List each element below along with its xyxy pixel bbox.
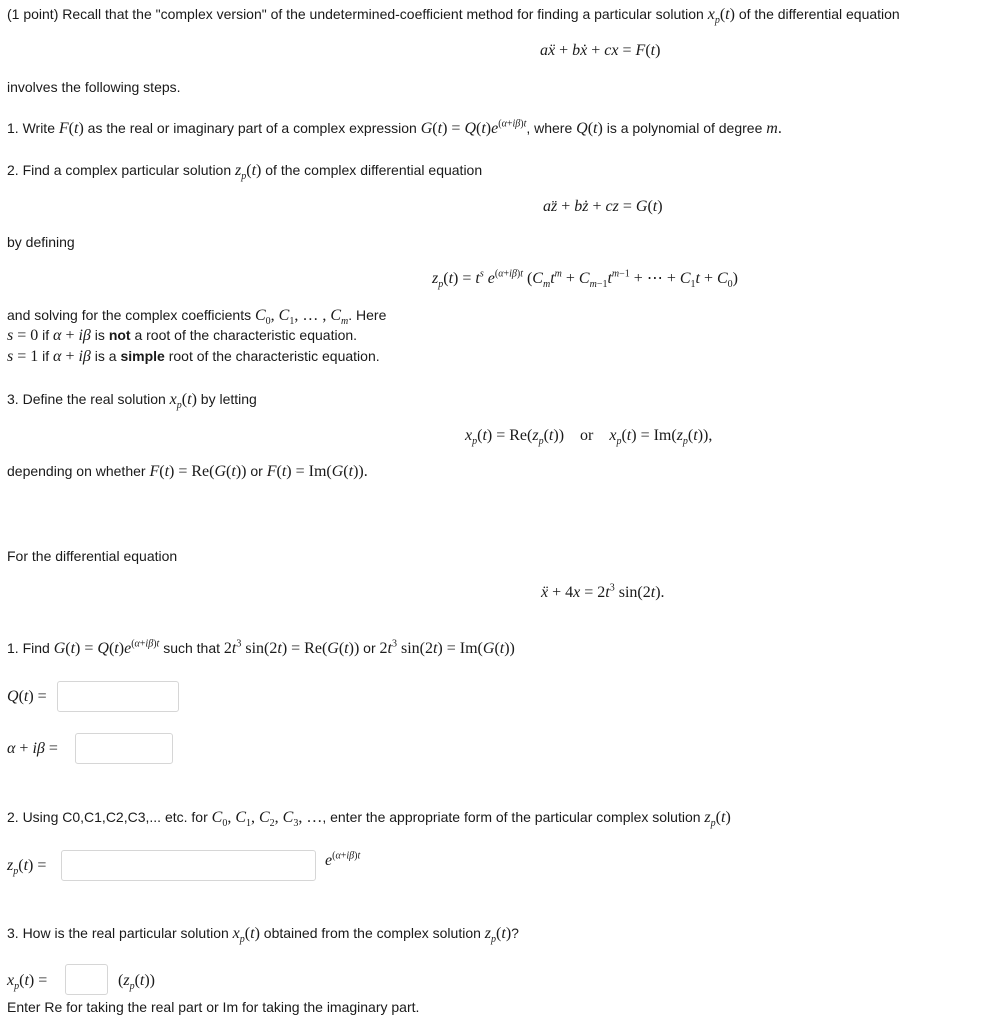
intro-line [7, 6, 900, 27]
problem-ode: ẍ + $4x = 2t^3$ sin(2t). [541, 582, 665, 601]
step1-write: Write [22, 120, 55, 136]
step3-line [7, 391, 257, 412]
coeffs-list-math: $C_0$, $C_1$, $C_2$, $C_3$, … [211, 809, 323, 830]
exp-factor-math: $e^{(\alpha+i\beta)t}$ [325, 850, 361, 869]
zp-paren-math: $(z_p(t))$ [118, 972, 155, 993]
alpha-ibeta-math: α + iβ [53, 327, 91, 344]
step2-line [7, 162, 483, 183]
depending-text: depending on whether [7, 463, 146, 479]
q3-prefix: 3. How is the real particular solution [7, 925, 229, 941]
s1-if: if [42, 348, 50, 364]
step1-as: as the real or imaginary part of a complex expression [87, 120, 417, 136]
xp-t-math: $x_p(t)$ [232, 925, 260, 946]
s0-line [7, 327, 357, 345]
alpha-beta-input[interactable] [75, 733, 173, 764]
F-re-G-math: F(t) = Re(G(t)) [149, 463, 247, 480]
step1-poly: is a polynomial of degree [606, 120, 763, 136]
step1-line [7, 120, 782, 138]
q3-mid: obtained from the complex solution [263, 925, 481, 941]
s0-math: s = 0 [7, 327, 39, 344]
s0-is: is [94, 327, 105, 343]
re-im-input[interactable] [65, 964, 108, 995]
zp-label: $z_p(t)$ = [7, 857, 47, 878]
step2-num: 2. [7, 162, 19, 178]
involves-text: involves the following steps. [7, 79, 181, 95]
zp-t-math: $z_p(t)$ [484, 925, 512, 946]
q1-line [7, 640, 515, 658]
q1-such: such that [163, 640, 221, 656]
coeffs-math: $C_0$, $C_1$, … , $C_m$ [255, 307, 349, 328]
q2-suffix: , enter the appropriate form of the particular complex solution [322, 809, 701, 825]
G-def-math: $G(t) = Q(t)e^{(\alpha+i\beta)t}$ [420, 118, 527, 137]
F-t-math: F(t) [58, 120, 84, 137]
Q-input[interactable] [57, 681, 179, 712]
here-text: . Here [348, 307, 387, 323]
m-math: m. [766, 120, 782, 137]
F-im-G-math: F(t) = Im(G(t)). [266, 463, 368, 480]
main-ode: aẍ + bẋ + cx = F(t) [540, 42, 661, 59]
step2-text: Find a complex particular solution [22, 162, 232, 178]
s0-tail: a root of the characteristic equation. [134, 327, 358, 343]
q1-prefix: 1. Find [7, 640, 50, 656]
zp-input[interactable] [61, 850, 316, 881]
q3-end: ? [511, 925, 519, 941]
for-eq-text: For the differential equation [7, 548, 178, 564]
xp-label: $x_p(t)$ = [7, 972, 48, 993]
xp-t-math: $x_p(t)$ [707, 6, 735, 27]
intro-text: Recall that the "complex version" of the undetermined-coefficient method for finding a particular solution [62, 6, 704, 22]
depending-or: or [250, 463, 263, 479]
xp-re-im-math: $x_p(t) = Re(z_p(t))$ or $x_p(t) = Im(z_p(t))$, [465, 427, 713, 448]
or-word: or [580, 427, 594, 444]
step1-num: 1. [7, 120, 19, 136]
xp-t-math: $x_p(t)$ [169, 391, 197, 412]
Q-t-math: Q(t) [576, 120, 603, 137]
points-label: (1 point) [7, 6, 59, 22]
zp-t-math: $z_p(t)$ [235, 162, 262, 183]
s1-is: is a [94, 348, 117, 364]
not-text: not [108, 327, 131, 343]
by-defining-text: by defining [7, 234, 75, 250]
step3-num: 3. [7, 391, 19, 407]
q3-line [7, 925, 519, 946]
step1-where: , where [526, 120, 573, 136]
depending-line [7, 463, 368, 481]
intro-text-tail: of the differential equation [738, 6, 900, 22]
zp-form-math: $z_p(t) = t^s$ $e^{(\alpha+i\beta)t}$ ($C_mt^m + C_{m-1}t^{m-1}$ + ⋯ + $C_1t + C_0$) [432, 268, 738, 291]
complex-ode: az̈ + bż + cz = G(t) [543, 198, 663, 215]
q2-prefix: 2. Using C0,C1,C2,C3,... etc. for [7, 809, 208, 825]
step2-text-tail: of the complex differential equation [265, 162, 483, 178]
solving-line [7, 307, 387, 328]
simple-text: simple [120, 348, 165, 364]
hint-text: Enter Re for taking the real part or Im for taking the imaginary part. [7, 999, 420, 1015]
im-cond-math: $2t^3$ sin(2t) = Im(G(t)) [379, 638, 515, 657]
step3-text: Define the real solution [22, 391, 166, 407]
q1-or: or [363, 640, 376, 656]
s1-tail: root of the characteristic equation. [168, 348, 380, 364]
solving-text: and solving for the complex coefficients [7, 307, 252, 323]
G-def-math: $G(t) = Q(t)e^{(\alpha+i\beta)t}$ [53, 638, 160, 657]
s1-math: s = 1 [7, 348, 39, 365]
step3-text-tail: by letting [200, 391, 257, 407]
alpha-ibeta-math: α + iβ [53, 348, 91, 365]
Q-label: Q(t) = [7, 688, 47, 705]
s0-if: if [42, 327, 50, 343]
alpha-beta-label: α + iβ = [7, 740, 58, 757]
s1-line [7, 348, 380, 366]
zp-t-math: $z_p(t)$ [704, 809, 731, 830]
re-cond-math: $2t^3$ sin(2t) = Re(G(t)) [223, 638, 360, 657]
q2-line [7, 809, 731, 830]
